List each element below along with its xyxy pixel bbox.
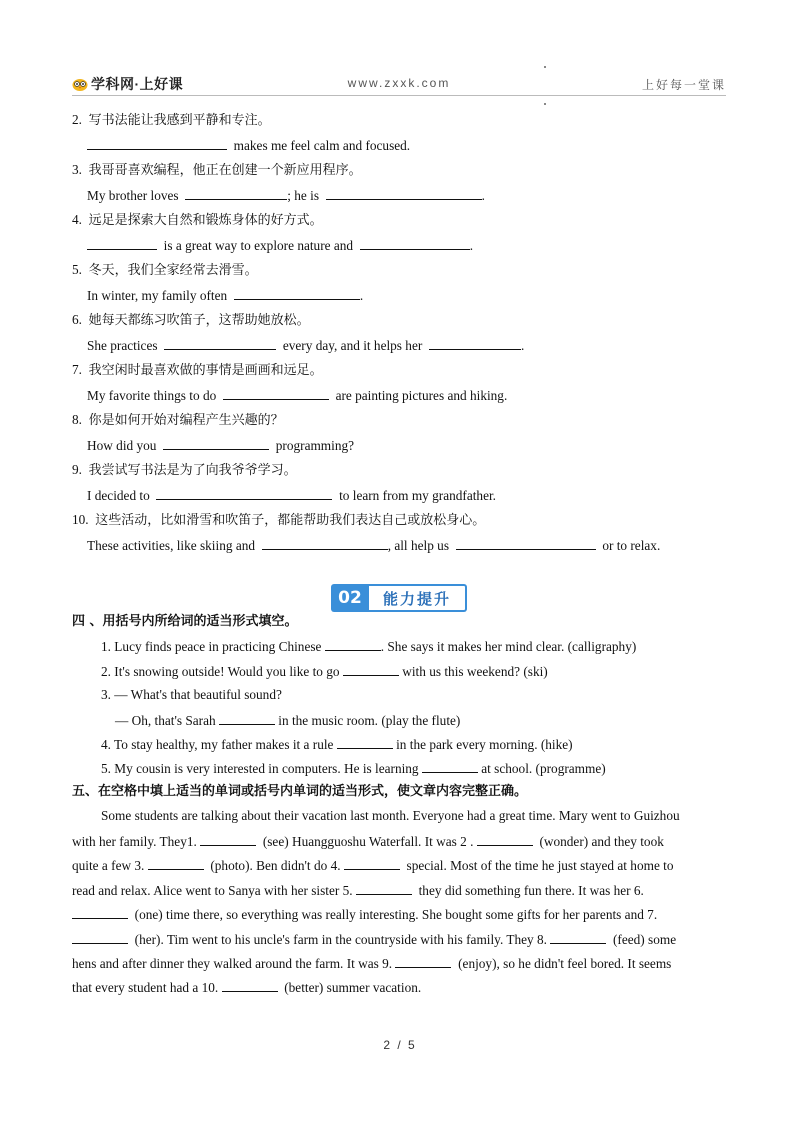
answer-blank[interactable] <box>164 337 276 350</box>
item-3-en: My brother loves ; he is . <box>87 188 485 203</box>
item-4-zh: 4. 远足是探索大自然和锻炼身体的好方式。 <box>72 212 323 228</box>
answer-blank[interactable] <box>343 663 399 676</box>
item-2-zh: 2. 写书法能让我感到平静和专注。 <box>72 112 271 128</box>
speck <box>544 66 546 68</box>
answer-blank[interactable] <box>223 387 329 400</box>
answer-blank[interactable] <box>550 931 606 944</box>
item-10-zh: 10. 这些活动，比如滑雪和吹笛子，都能帮助我们表达自己或放松身心。 <box>72 512 486 528</box>
answer-blank[interactable] <box>72 906 128 919</box>
item-5-en: In winter, my family often . <box>87 288 364 303</box>
s4-item-2: 2. It's snowing outside! Would you like to go with us this weekend? (ski) <box>101 664 548 679</box>
s5-line-6: (her). Tim went to his uncle's farm in the countryside with his family. They 8. (feed) some <box>72 931 676 948</box>
answer-blank[interactable] <box>87 137 227 150</box>
s5-line-2: with her family. They1. (see) Huangguoshu Waterfall. It was 2 . (wonder) and they took <box>72 834 664 849</box>
answer-blank[interactable] <box>72 931 128 944</box>
answer-blank[interactable] <box>185 187 287 200</box>
header-slogan: 上好每一堂课 <box>641 78 726 92</box>
answer-blank[interactable] <box>429 337 521 350</box>
answer-blank[interactable] <box>456 537 596 550</box>
answer-blank[interactable] <box>222 979 278 992</box>
answer-blank[interactable] <box>234 287 360 300</box>
answer-blank[interactable] <box>219 712 275 725</box>
answer-blank[interactable] <box>325 638 381 651</box>
item-10-en: These activities, like skiing and , all help us or to relax. <box>87 538 661 553</box>
banner-title: 能力提升 <box>369 584 467 612</box>
s5-line-3: quite a few 3. (photo). Ben didn't do 4. special. Most of the time he just stayed at home to <box>72 858 674 873</box>
s4-item-5: 5. My cousin is very interested in computers. He is learning at school. (programme) <box>101 761 606 776</box>
item-9-zh: 9. 我尝试写书法是为了向我爷爷学习。 <box>72 462 297 478</box>
item-9-en: I decided to to learn from my grandfather. <box>87 488 496 503</box>
answer-blank[interactable] <box>395 955 451 968</box>
item-2-en: makes me feel calm and focused. <box>87 137 410 154</box>
s5-line-1: Some students are talking about their vacation last month. Everyone had a great time. Mary went to Guizhou <box>101 808 680 823</box>
section-banner <box>331 584 467 612</box>
answer-blank[interactable] <box>163 437 269 450</box>
answer-blank[interactable] <box>148 857 204 870</box>
page-header <box>72 74 726 94</box>
section-5-heading: 五、在空格中填上适当的单词或括号内单词的适当形式，使文章内容完整正确。 <box>72 784 528 799</box>
answer-blank[interactable] <box>422 760 478 773</box>
answer-blank[interactable] <box>356 882 412 895</box>
header-divider <box>72 95 726 96</box>
answer-blank[interactable] <box>337 736 393 749</box>
s4-item-3-reply: — Oh, that's Sarah in the music room. (play the flute) <box>115 713 461 728</box>
answer-blank[interactable] <box>200 833 256 846</box>
item-3-zh: 3. 我哥哥喜欢编程，他正在创建一个新应用程序。 <box>72 162 362 178</box>
item-8-en: How did you programming? <box>87 438 355 453</box>
logo-text: 学科网·上好课 <box>91 76 184 92</box>
answer-blank[interactable] <box>326 187 482 200</box>
item-4-en: is a great way to explore nature and . <box>87 237 473 254</box>
s5-line-7: hens and after dinner they walked around the farm. It was 9. (enjoy), so he didn't feel bored. It seems <box>72 956 672 971</box>
answer-blank[interactable] <box>262 537 388 550</box>
speck <box>544 103 546 105</box>
s4-item-1: 1. Lucy finds peace in practicing Chinese . She says it makes her mind clear. (calligraphy) <box>101 639 637 654</box>
s5-line-4: read and relax. Alice went to Sanya with her sister 5. they did something fun there. It was her 6. <box>72 883 644 898</box>
s5-line-5: (one) time there, so everything was really interesting. She bought some gifts for her parents and 7. <box>72 906 657 923</box>
site-url: www.zxxk.com <box>347 76 451 90</box>
answer-blank[interactable] <box>87 237 157 250</box>
banner-number: 02 <box>331 584 369 612</box>
answer-blank[interactable] <box>477 833 533 846</box>
answer-blank[interactable] <box>360 237 470 250</box>
item-5-zh: 5. 冬天，我们全家经常去滑雪。 <box>72 262 258 278</box>
section-4-heading: 四 、用括号内所给词的适当形式填空。 <box>72 614 298 629</box>
s4-item-3: 3. — What's that beautiful sound? <box>101 687 282 702</box>
item-8-zh: 8. 你是如何开始对编程产生兴趣的？ <box>72 412 284 428</box>
item-7-en: My favorite things to do are painting pictures and hiking. <box>87 388 508 403</box>
s4-item-4: 4. To stay healthy, my father makes it a rule in the park every morning. (hike) <box>101 737 573 752</box>
page-number: 2 / 5 <box>383 1038 417 1052</box>
item-6-zh: 6. 她每天都练习吹笛子，这帮助她放松。 <box>72 312 310 328</box>
item-7-zh: 7. 我空闲时最喜欢做的事情是画画和远足。 <box>72 362 323 378</box>
answer-blank[interactable] <box>344 857 400 870</box>
answer-blank[interactable] <box>156 487 332 500</box>
item-6-en: She practices every day, and it helps her . <box>87 338 525 353</box>
s5-line-8: that every student had a 10. (better) summer vacation. <box>72 980 422 995</box>
